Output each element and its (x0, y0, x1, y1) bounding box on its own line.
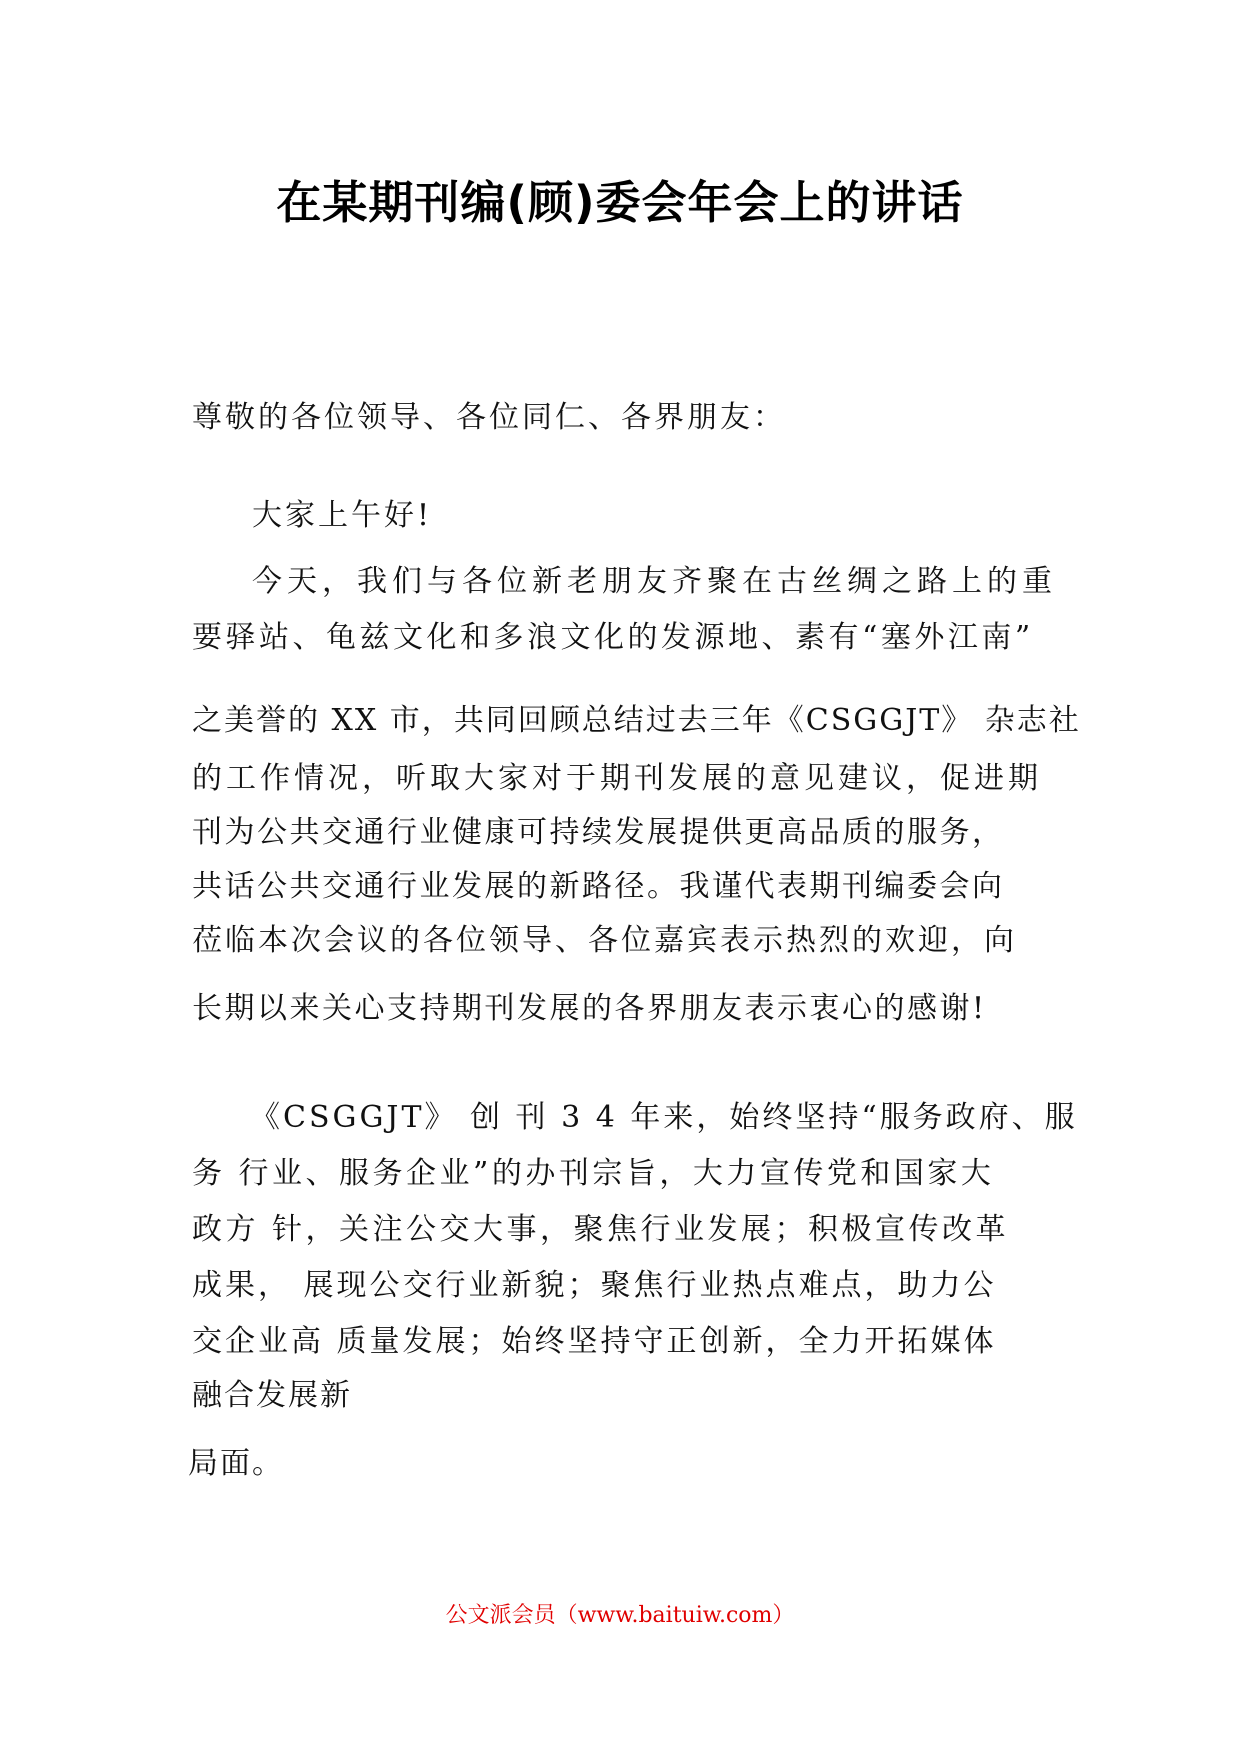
paragraph-line: 之美誉的 XX 市，共同回顾总结过去三年《CSGGJT》 杂志社 (192, 703, 1081, 738)
paragraph-line: 局面。 (188, 1446, 284, 1481)
document-title: 在某期刊编(顾)委会年会上的讲话 (276, 176, 964, 229)
paragraph-line: 今天，我们与各位新老朋友齐聚在古丝绸之路上的重 (252, 564, 1057, 599)
paragraph-line: 《CSGGJT》 创 刊 3 4 年来，始终坚持“服务政府、服 (250, 1100, 1078, 1135)
greeting: 大家上午好! (252, 498, 433, 533)
paragraph-line: 莅临本次会议的各位领导、各位嘉宾表示热烈的欢迎，向 (192, 923, 1017, 958)
paragraph-line: 长期以来关心支持期刊发展的各界朋友表示衷心的感谢! (192, 991, 987, 1026)
paragraph-line: 融合发展新 (192, 1378, 352, 1413)
paragraph-line: 刊为公共交通行业健康可持续发展提供更高品质的服务， (192, 815, 1005, 850)
footer-watermark: 公文派会员（www.baituiw.com） (445, 1603, 795, 1628)
paragraph-line: 政方 针，关注公交大事，聚焦行业发展；积极宣传改革 (192, 1212, 1010, 1247)
paragraph-line: 成果， 展现公交行业新貌；聚焦行业热点难点，助力公 (192, 1268, 997, 1303)
paragraph-line: 交企业高 质量发展；始终坚持守正创新，全力开拓媒体 (192, 1324, 997, 1359)
paragraph-line: 的工作情况，听取大家对于期刊发展的意见建议，促进期 (192, 761, 1042, 796)
paragraph-line: 务 行业、服务企业”的办刊宗旨，大力宣传党和国家大 (192, 1156, 995, 1191)
paragraph-line: 要驿站、龟兹文化和多浪文化的发源地、素有“塞外江南” (192, 620, 1034, 655)
paragraph-line: 共话公共交通行业发展的新路径。我谨代表期刊编委会向 (192, 869, 1005, 904)
salutation: 尊敬的各位领导、各位同仁、各界朋友： (192, 400, 786, 435)
